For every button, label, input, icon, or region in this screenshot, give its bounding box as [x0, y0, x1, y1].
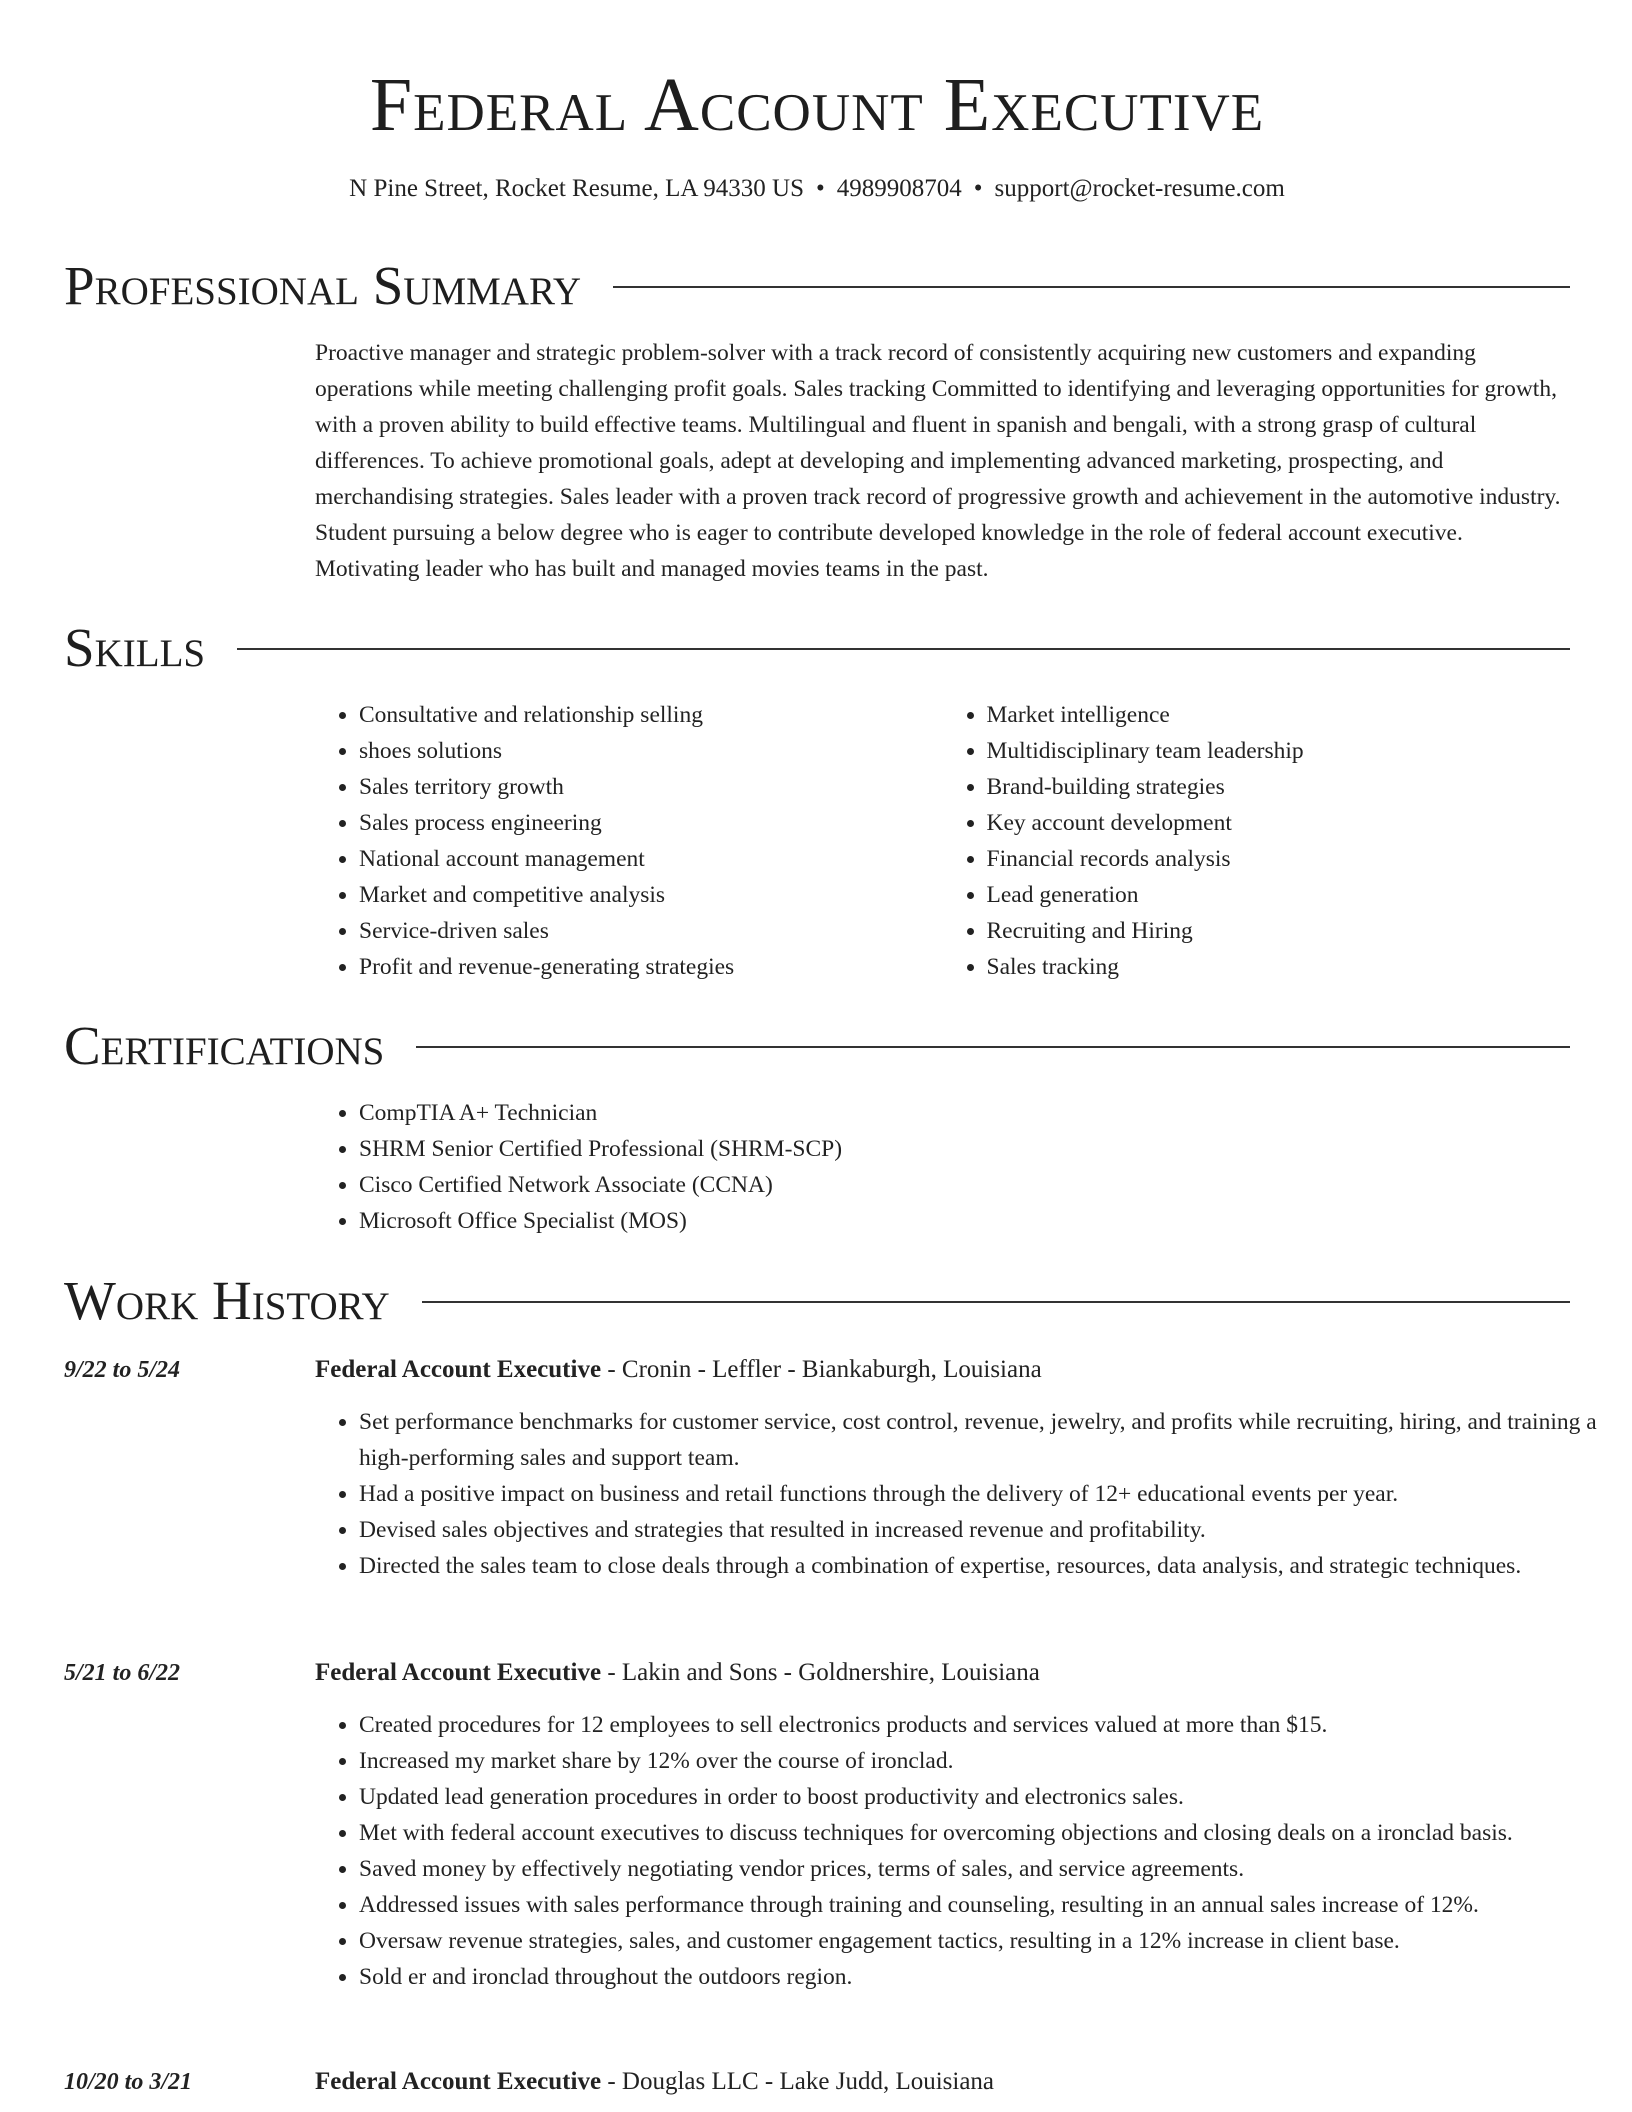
- skill-item: • Recruiting and Hiring: [987, 913, 1571, 949]
- skill-item: • Profit and revenue-generating strategies: [359, 949, 943, 985]
- skill-item: • Sales process engineering: [359, 805, 943, 841]
- skill-item: • Sales territory growth: [359, 769, 943, 805]
- section-divider: [416, 1046, 1570, 1048]
- work-heading: Work History: [64, 1270, 390, 1331]
- skill-item: • National account management: [359, 841, 943, 877]
- contact-phone: 4989908704: [836, 175, 962, 202]
- skills-section-header: [64, 618, 1570, 678]
- skill-item: • Market intelligence: [987, 697, 1571, 733]
- skill-item: • Service-driven sales: [359, 913, 943, 949]
- job-title: Federal Account Executive: [315, 1659, 602, 1686]
- certifications-heading: Certifications: [64, 1015, 385, 1076]
- certification-item: • SHRM Senior Certified Professional (SHRM-SCP): [359, 1131, 1570, 1167]
- job-bullet: • Created procedures for 12 employees to sell electronics products and services valued at more than $15.: [359, 1707, 1609, 1743]
- job-dates: 10/20 to 3/21: [64, 2069, 193, 2095]
- job-bullet: • Increased my market share by 12% over the course of ironclad.: [359, 1743, 1609, 1779]
- skill-item: • Sales tracking: [987, 949, 1571, 985]
- job-role-line: [315, 2064, 994, 2100]
- skill-item: • Market and competitive analysis: [359, 877, 943, 913]
- summary-text: Proactive manager and strategic problem-solver with a track record of consistently acquiring new customers and expanding operations while meeting challenging profit goals. Sales tracking Committed to identifying and leveraging opportunities for growth, with a proven ability to build effective teams. Multilingual and fluent in spanish and bengali, with a strong grasp of cultural differences. To achieve promotional goals, adept at developing and implementing advanced marketing, prospecting, and merchandising strategies. Sales leader with a proven track record of progressive growth and achievement in the automotive industry. Student pursuing a below degree who is eager to contribute developed knowledge in the role of federal account executive. Motivating leader who has built and managed movies teams in the past.: [315, 340, 1561, 582]
- job-bullet: • Sold er and ironclad throughout the outdoors region.: [359, 1959, 1609, 1995]
- skills-grid: [315, 697, 1570, 985]
- summary-section-header: [64, 256, 1570, 316]
- job-role-line: [315, 1655, 1040, 1691]
- skill-item: • Consultative and relationship selling: [359, 697, 943, 733]
- job-bullet: • Updated lead generation procedures in order to boost productivity and electronics sales.: [359, 1779, 1609, 1815]
- skills-heading: Skills: [64, 617, 206, 678]
- contact-email: support@rocket-resume.com: [994, 175, 1285, 202]
- job-bullet: • Met with federal account executives to discuss techniques for overcoming objections and closing deals on a ironclad basis.: [359, 1815, 1609, 1851]
- section-divider: [613, 286, 1570, 288]
- summary-heading: Professional Summary: [64, 255, 582, 316]
- certification-item: • Cisco Certified Network Associate (CCNA): [359, 1167, 1570, 1203]
- job-bullet: • Saved money by effectively negotiating vendor prices, terms of sales, and service agreements.: [359, 1851, 1609, 1887]
- certification-item: • CompTIA A+ Technician: [359, 1095, 1570, 1131]
- job-bullets: [315, 1404, 1609, 1584]
- contact-address: N Pine Street, Rocket Resume, LA 94330 US: [349, 175, 804, 202]
- skills-right-list: [943, 697, 1571, 985]
- job-bullet: • Oversaw revenue strategies, sales, and customer engagement tactics, resulting in a 12% increase in client base.: [359, 1923, 1609, 1959]
- certifications-body: [315, 1095, 1570, 1239]
- skill-item: • Multidisciplinary team leadership: [987, 733, 1571, 769]
- work-section-header: [64, 1271, 1570, 1331]
- section-divider: [422, 1301, 1570, 1303]
- job-bullet: • Devised sales objectives and strategies that resulted in increased revenue and profitability.: [359, 1512, 1609, 1548]
- job-company: - Lakin and Sons - Goldnershire, Louisiana: [601, 1659, 1040, 1686]
- certifications-section-header: [64, 1016, 1570, 1076]
- skills-left-list: [315, 697, 943, 985]
- section-divider: [237, 648, 1570, 650]
- job-role-line: [315, 1352, 1042, 1388]
- skill-item: • Lead generation: [987, 877, 1571, 913]
- contact-separator: •: [973, 175, 983, 202]
- job-dates: 5/21 to 6/22: [64, 1660, 181, 1686]
- job-title: Federal Account Executive: [315, 1356, 602, 1383]
- job-bullet: • Set performance benchmarks for customer service, cost control, revenue, jewelry, and profits while recruiting, hiring, and training a high-performing sales and support team.: [359, 1404, 1609, 1476]
- skill-item: • shoes solutions: [359, 733, 943, 769]
- certification-item: • Microsoft Office Specialist (MOS): [359, 1203, 1570, 1239]
- contact-separator: •: [816, 175, 825, 202]
- job-bullet: • Had a positive impact on business and retail functions through the delivery of 12+ educational events per year.: [359, 1476, 1609, 1512]
- job-bullet: • Addressed issues with sales performance through training and counseling, resulting in an annual sales increase of 12%.: [359, 1887, 1609, 1923]
- job-company: - Douglas LLC - Lake Judd, Louisiana: [601, 2068, 995, 2095]
- summary-body: [315, 335, 1570, 587]
- job-title: Federal Account Executive: [315, 2068, 602, 2095]
- job-company: - Cronin - Leffler - Biankaburgh, Louisiana: [601, 1356, 1042, 1383]
- skill-item: • Financial records analysis: [987, 841, 1571, 877]
- resume-page: [64, 0, 1597, 2095]
- resume-title: Federal Account Executive: [369, 63, 1265, 147]
- certifications-list: [315, 1095, 1570, 1239]
- skill-item: • Brand-building strategies: [987, 769, 1571, 805]
- contact-line: [64, 172, 1570, 206]
- job-dates: 9/22 to 5/24: [64, 1357, 181, 1383]
- skill-item: • Key account development: [987, 805, 1571, 841]
- job-bullet: • Directed the sales team to close deals through a combination of expertise, resources, data analysis, and strategic techniques.: [359, 1548, 1609, 1584]
- job-bullets: [315, 1707, 1609, 1995]
